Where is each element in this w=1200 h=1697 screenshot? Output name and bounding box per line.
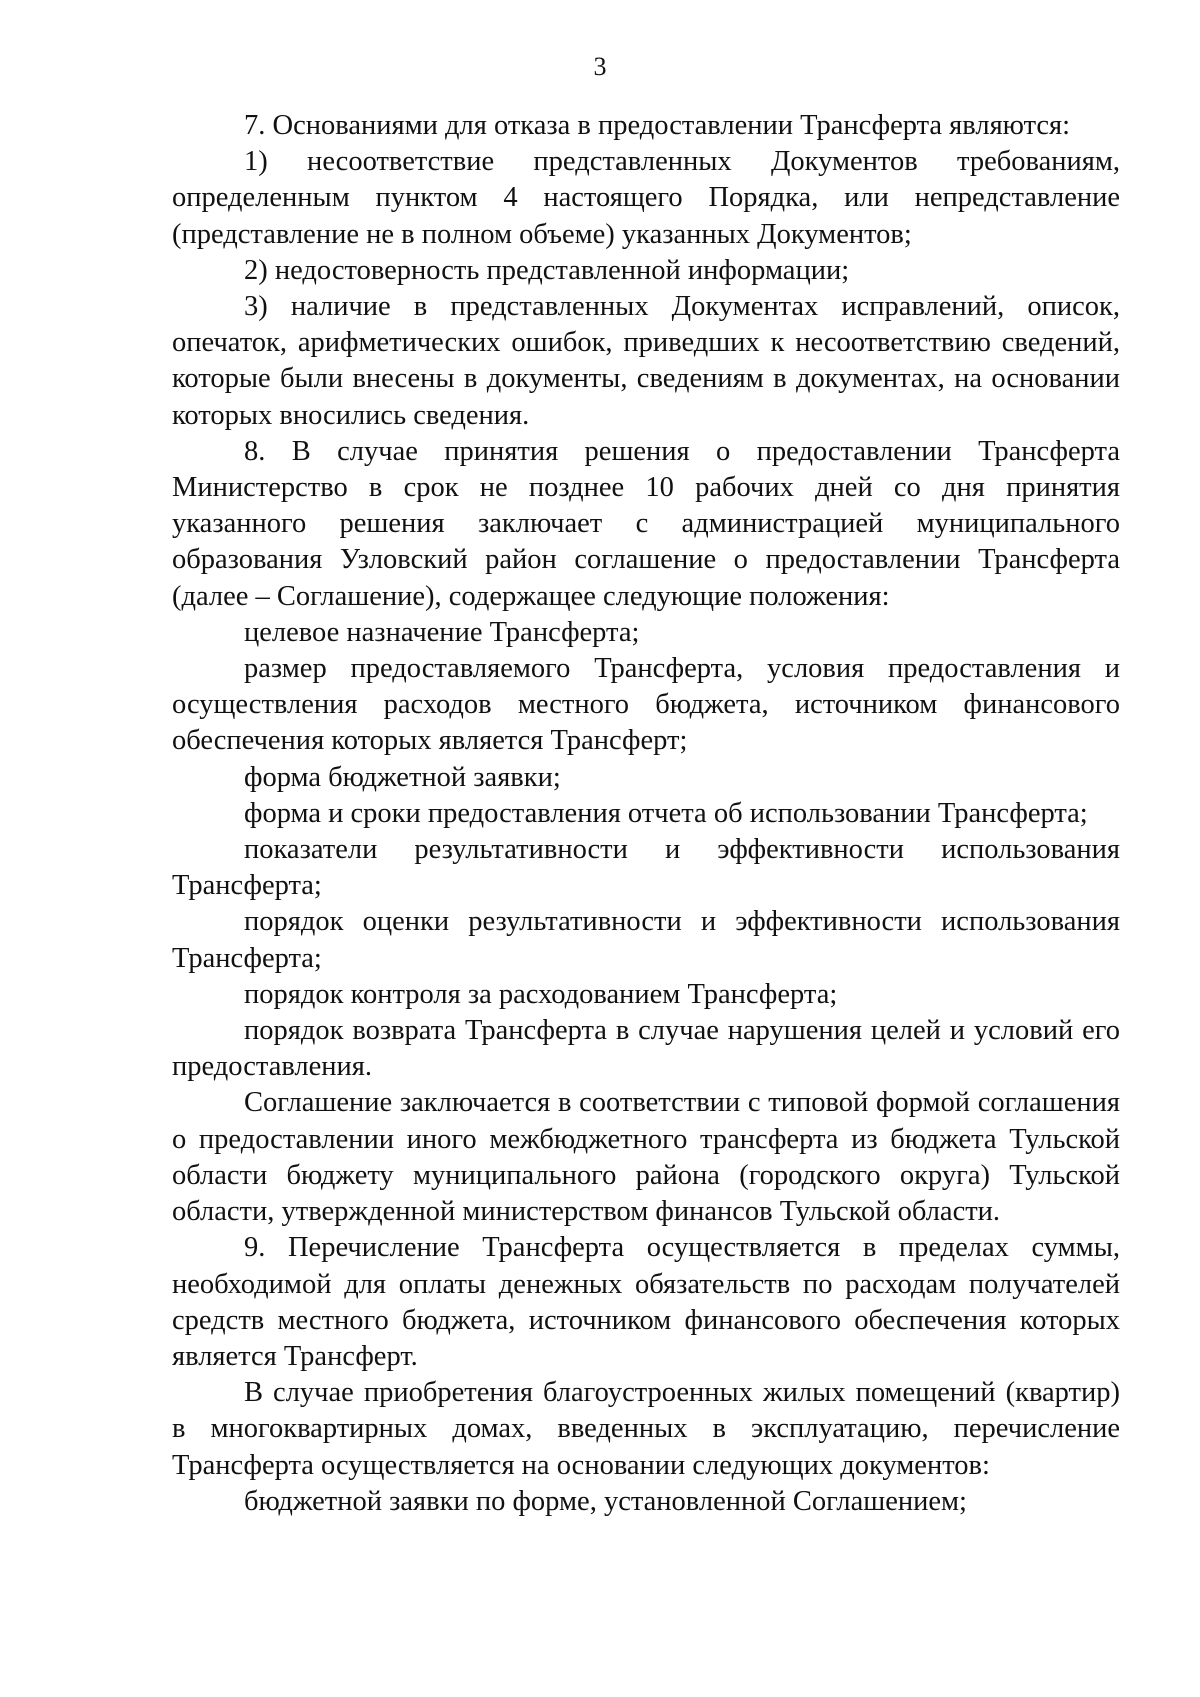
- agreement-clause-budget-form: форма бюджетной заявки;: [244, 761, 561, 793]
- agreement-clause-purpose: целевое назначение Трансферта;: [244, 616, 640, 648]
- page-number: 3: [593, 52, 607, 81]
- agreement-clause-control: порядок контроля за расходованием Трансферта;: [244, 978, 838, 1010]
- agreement-clause-amount: размер предоставляемого Трансферта, условия предоставления и осуществления расходов местного бюджета, источником финансового обеспечения которых является Трансферт;: [172, 653, 1120, 757]
- paragraph-7-title: 7. Основаниями для отказа в предоставлении Трансферта являются:: [244, 110, 1071, 141]
- paragraph-7-item-3: 3) наличие в представленных Документах исправлений, описок, опечаток, арифметических ошибок, приведших к несоответствию сведений, которые были внесены в документы, сведениям в документах, на основании которых вносились сведения.: [172, 291, 1120, 431]
- paragraph-9-budget-request: бюджетной заявки по форме, установленной Соглашением;: [244, 1485, 967, 1517]
- paragraph-9: 9. Перечисление Трансферта осуществляется в пределах суммы, необходимой для оплаты денежных обязательств по расходам получателей средств местного бюджета, источником финансового обеспечения которых является Трансферт.: [172, 1232, 1120, 1372]
- paragraph-7-item-1: 1) несоответствие представленных Документов требованиям, определенным пунктом 4 настоящего Порядка, или непредставление (представление не в полном объеме) указанных Документов;: [172, 146, 1120, 250]
- agreement-clause-indicators: показатели результативности и эффективности использования Трансферта;: [172, 834, 1120, 902]
- agreement-clause-return: порядок возврата Трансферта в случае нарушения целей и условий его предоставления.: [172, 1015, 1120, 1083]
- agreement-clause-evaluation: порядок оценки результативности и эффективности использования Трансферта;: [172, 906, 1120, 974]
- agreement-clause-report: форма и сроки предоставления отчета об использовании Трансферта;: [244, 797, 1088, 829]
- paragraph-8: 8. В случае принятия решения о предоставлении Трансферта Министерство в срок не позднее 10 рабочих дней со дня принятия указанного решения заключает с администрацией муниципального образования Узловский район соглашение о предоставлении Трансферта (далее – Соглашение), содержащее следующие положения:: [172, 435, 1120, 612]
- agreement-standard-form: Соглашение заключается в соответствии с типовой формой соглашения о предоставлении иного межбюджетного трансферта из бюджета Тульской области бюджету муниципального района (городского округа) Тульской области, утвержденной министерством финансов Тульской области.: [172, 1087, 1120, 1228]
- paragraph-7-item-2: 2) недостоверность представленной информации;: [244, 254, 850, 286]
- paragraph-9-housing: В случае приобретения благоустроенных жилых помещений (квартир) в многоквартирных домах, введенных в эксплуатацию, перечисление Трансферта осуществляется на основании следующих документов:: [172, 1377, 1120, 1481]
- document-body: [172, 108, 1120, 1520]
